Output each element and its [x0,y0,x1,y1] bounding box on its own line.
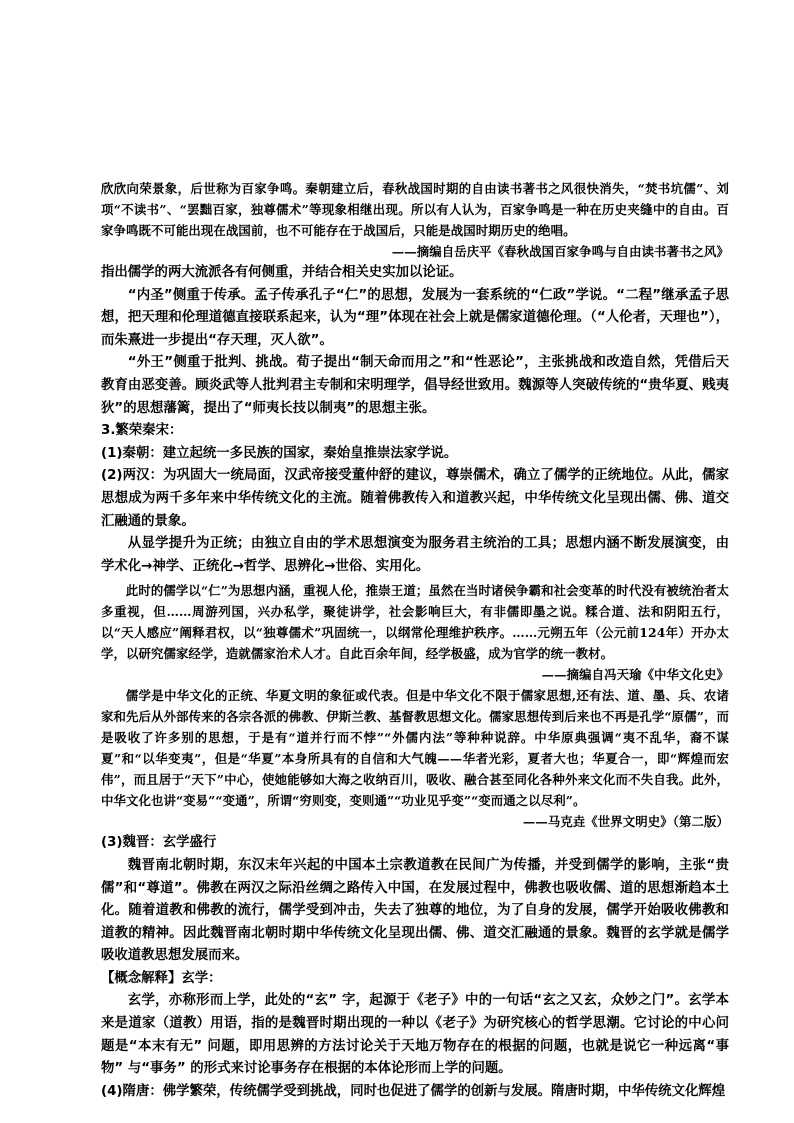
excerpt-source-yue-qingping: ——摘编自岳庆平《春秋战国百家争鸣与自由读书著书之风》 [391,244,729,259]
item-qin: (1)秦朝：建立起统一多民族的国家，秦始皇推崇法家学说。 [101,445,458,461]
item-suitang: (4)隋唐：佛学繁荣，传统儒学受到挑战，同时也促进了儒学的创新与发展。隋唐时期，中华传统文化辉煌 [101,1083,726,1099]
concept-heading: 【概念解释】玄学： [101,970,222,986]
item-weijin-body: 魏晋南北朝时期，东汉末年兴起的中国本土宗教道教在民间广为传播，并受到儒学的影响，主张“贵儒”和“尊道”。佛教在两汉之际沿丝绸之路传入中国，在发展过程中，佛教也吸收儒、道的思想渐趋本土化。随着道教和佛教的流行，儒学受到冲击，失去了独尊的地位，为了自身的发展，儒学开始吸收佛教和道教的精神。因此魏晋南北朝时期中华传统文化呈现出儒、佛、道交汇融通的景象。魏晋的玄学就是儒学吸收道教思想发展而来。 [101,857,729,964]
document-body [101,178,729,1103]
item-weijin: (3)魏晋：玄学盛行 [101,835,217,851]
excerpt-paragraph-civilization: 儒学是中华文化的正统、华夏文明的象征或代表。但是中华文化不限于儒家思想,还有法、道、墨、兵、农诸家和先后从外部传来的各宗各派的佛教、伊斯兰教、基督教思想文化。儒家思想传到后来也不再是孔学“原儒”，而是吸收了许多别的思想，于是有“道并行而不悖”“外儒内法”等种种说辞。中华原典强调“夷不乱华，裔不谋夏”和“以华变夷”，但是“华夏”本身所具有的自信和大气魄——华者光彩，夏者大也；华夏合一，即“辉煌而宏伟”，而且居于“天下”中心，使她能够如大海之收纳百川，吸收、融合甚至同化各种外来文化而不失自我。此外，中华文化也讲“变易”“变通”，所谓“穷则变，变则通”“功业见乎变”“变而通之以尽利”。 [101,688,729,809]
excerpt-source-ma-keyao: ——马克垚《世界文明史》（第二版） [522,814,729,830]
excerpt-paragraph-confucianism: 此时的儒学以“仁”为思想内涵，重视人伦，推崇王道；虽然在当时诸侯争霸和社会变革的时代没有被统治者太多重视，但……周游列国，兴办私学，聚徒讲学，社会影响巨大，有非儒即墨之说。糅合道、法和阴阳五行，以“天人感应”阐释君权，以“独尊儒术”巩固统一，以纲常伦理维护秩序。……元朔五年（公元前124年）开办太学，以研究儒家经学，造就儒家治术人才。自此百余年间，经学极盛，成为官学的统一教材。 [101,583,729,662]
section-heading-3: 3.繁荣秦宋： [101,423,183,439]
item-han: (2)两汉：为巩固大一统局面，汉武帝接受董仲舒的建议，尊崇儒术，确立了儒学的正统地位。从此，儒家思想成为两千多年来中华传统文化的主流。随着佛教传入和道教兴起，中华传统文化呈现出儒、佛、道交汇融通的景象。 [101,468,729,529]
item-han-summary: 从显学提升为正统；由独立自由的学术思想演变为服务君主统治的工具；思想内涵不断发展演变，由学术化→神学、正统化→哲学、思辨化→世俗、实用化。 [101,536,729,574]
answer-neisheng: “内圣”侧重于传承。孟子传承孔子“仁”的思想，发展为一套系统的“仁政”学说。“二程”继承孟子思想，把天理和伦理道德直接联系起来，认为“理”体现在社会上就是儒家道德伦理。（“人伦者，天理也”），而朱熹进一步提出“存天理，灭人欲”。 [101,287,729,348]
excerpt-source-feng-tianyu: ——摘编自冯天瑜《中华文化史》 [541,667,729,683]
question-prompt: 指出儒学的两大流派各有何侧重，并结合相关史实加以论证。 [101,265,463,280]
concept-body: 玄学，亦称形而上学，此处的“玄” 字，起源于《老子》中的一句话“玄之又玄，众妙之门”。玄学本来是道家（道教）用语，指的是魏晋时期出现的一种以《老子》为研究核心的哲学思潮。它讨论的中心问题是“本末有无” 问题，即用思辨的方法讨论关于天地万物存在的根据的问题，也就是说它一种远离“事物” 与“事务” 的形式来讨论事务存在根据的本体论形而上学的问题。 [101,993,729,1077]
excerpt-paragraph-hundred-schools: 欣欣向荣景象，后世称为百家争鸣。秦朝建立后，春秋战国时期的自由读书著书之风很快消失，“焚书坑儒”、刘项“不读书”、“罢黜百家，独尊儒术”等现象相继出现。所以有人认为，百家争鸣是一种在历史夹缝中的自由。百家争鸣既不可能出现在战国前，也不可能存在于战国后，只能是战国时期历史的绝唱。 [101,181,729,238]
answer-waiwang: “外王”侧重于批判、挑战。荀子提出“制天命而用之”和“性恶论”，主张挑战和改造自然，凭借后天教育由恶变善。顾炎武等人批判君主专制和宋明理学，倡导经世致用。魏源等人突破传统的“贵华夏、贱夷狄”的思想藩篱，提出了“师夷长技以制夷”的思想主张。 [101,355,729,416]
